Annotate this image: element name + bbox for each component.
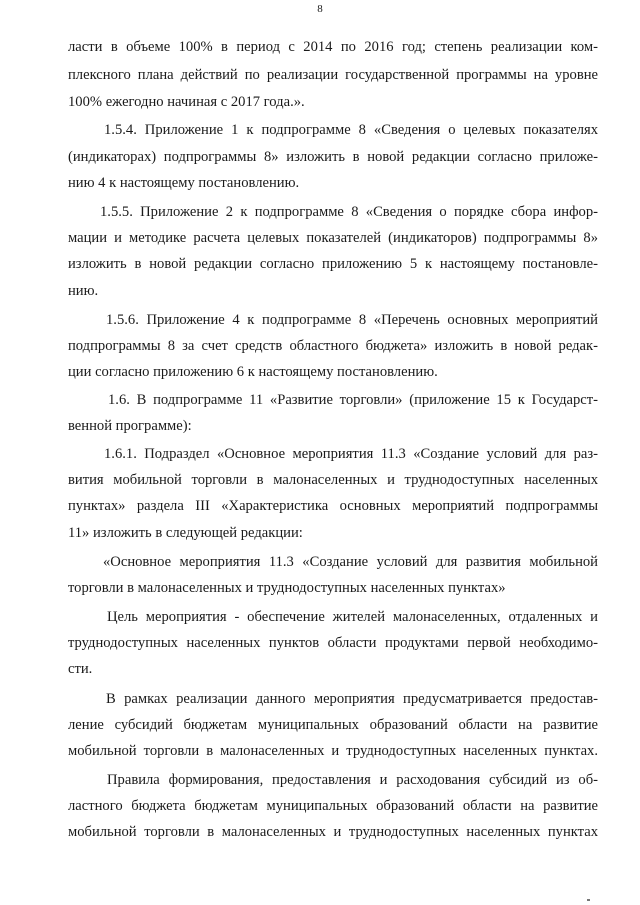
text-line: вития мобильной торговли в малонаселенных и труднодоступных населенных: [68, 472, 598, 488]
text-line: 1.5.4. Приложение 1 к подпрограмме 8 «Сведения о целевых показателях: [104, 122, 598, 138]
text-line: плексного плана действий по реализации государственной программы на уровне: [68, 67, 598, 83]
text-line: пунктах» раздела III «Характеристика основных мероприятий подпрограммы: [68, 498, 598, 514]
text-line: ление субсидий бюджетам муниципальных образований области на развитие: [68, 717, 598, 733]
text-line: торговли в малонаселенных и труднодоступных населенных пунктах»: [68, 580, 506, 596]
text-line: ласти в объеме 100% в период с 2014 по 2016 год; степень реализации ком-: [68, 39, 598, 55]
text-line: ции согласно приложению 6 к настоящему постановлению.: [68, 364, 438, 380]
text-line: изложить в новой редакции согласно приложению 5 к настоящему постановле-: [68, 256, 598, 272]
text-line: 1.5.6. Приложение 4 к подпрограмме 8 «Перечень основных мероприятий: [106, 312, 598, 328]
text-line: подпрограммы 8 за счет средств областного бюджета» изложить в новой редак-: [68, 338, 598, 354]
text-line: мации и методике расчета целевых показателей (индикаторов) подпрограммы 8»: [68, 230, 598, 246]
text-line: 1.6. В подпрограмме 11 «Развитие торговли» (приложение 15 к Государст-: [108, 392, 598, 408]
page-number: 8: [317, 3, 323, 15]
text-line: нию.: [68, 283, 99, 299]
text-line: ластного бюджета бюджетам муниципальных образований области на развитие: [68, 798, 598, 814]
text-line: (индикаторах) подпрограммы 8» изложить в новой редакции согласно приложе-: [68, 149, 598, 165]
text-line: В рамках реализации данного мероприятия предусматривается предостав-: [106, 691, 598, 707]
text-line: нию 4 к настоящему постановлению.: [68, 175, 300, 191]
text-line: мобильной торговли в малонаселенных и труднодоступных населенных пунктах: [68, 824, 598, 840]
text-line: труднодоступных населенных пунктов области продуктами первой необходимо-: [68, 635, 598, 651]
text-line: мобильной торговли в малонаселенных и труднодоступных населенных пунктах.: [68, 743, 598, 759]
text-line: «Основное мероприятия 11.3 «Создание условий для развития мобильной: [103, 554, 598, 570]
text-line: 1.6.1. Подраздел «Основное мероприятия 11.3 «Создание условий для раз-: [104, 446, 598, 462]
scan-speck: [587, 899, 590, 901]
text-line: 100% ежегодно начиная с 2017 года.».: [68, 94, 305, 110]
text-line: Цель мероприятия - обеспечение жителей малонаселенных, отдаленных и: [107, 609, 598, 625]
text-line: 1.5.5. Приложение 2 к подпрограмме 8 «Сведения о порядке сбора инфор-: [100, 204, 598, 220]
text-line: венной программе):: [68, 418, 192, 434]
text-line: 11» изложить в следующей редакции:: [68, 525, 303, 541]
text-line: Правила формирования, предоставления и расходования субсидий из об-: [107, 772, 598, 788]
text-line: сти.: [68, 661, 93, 677]
